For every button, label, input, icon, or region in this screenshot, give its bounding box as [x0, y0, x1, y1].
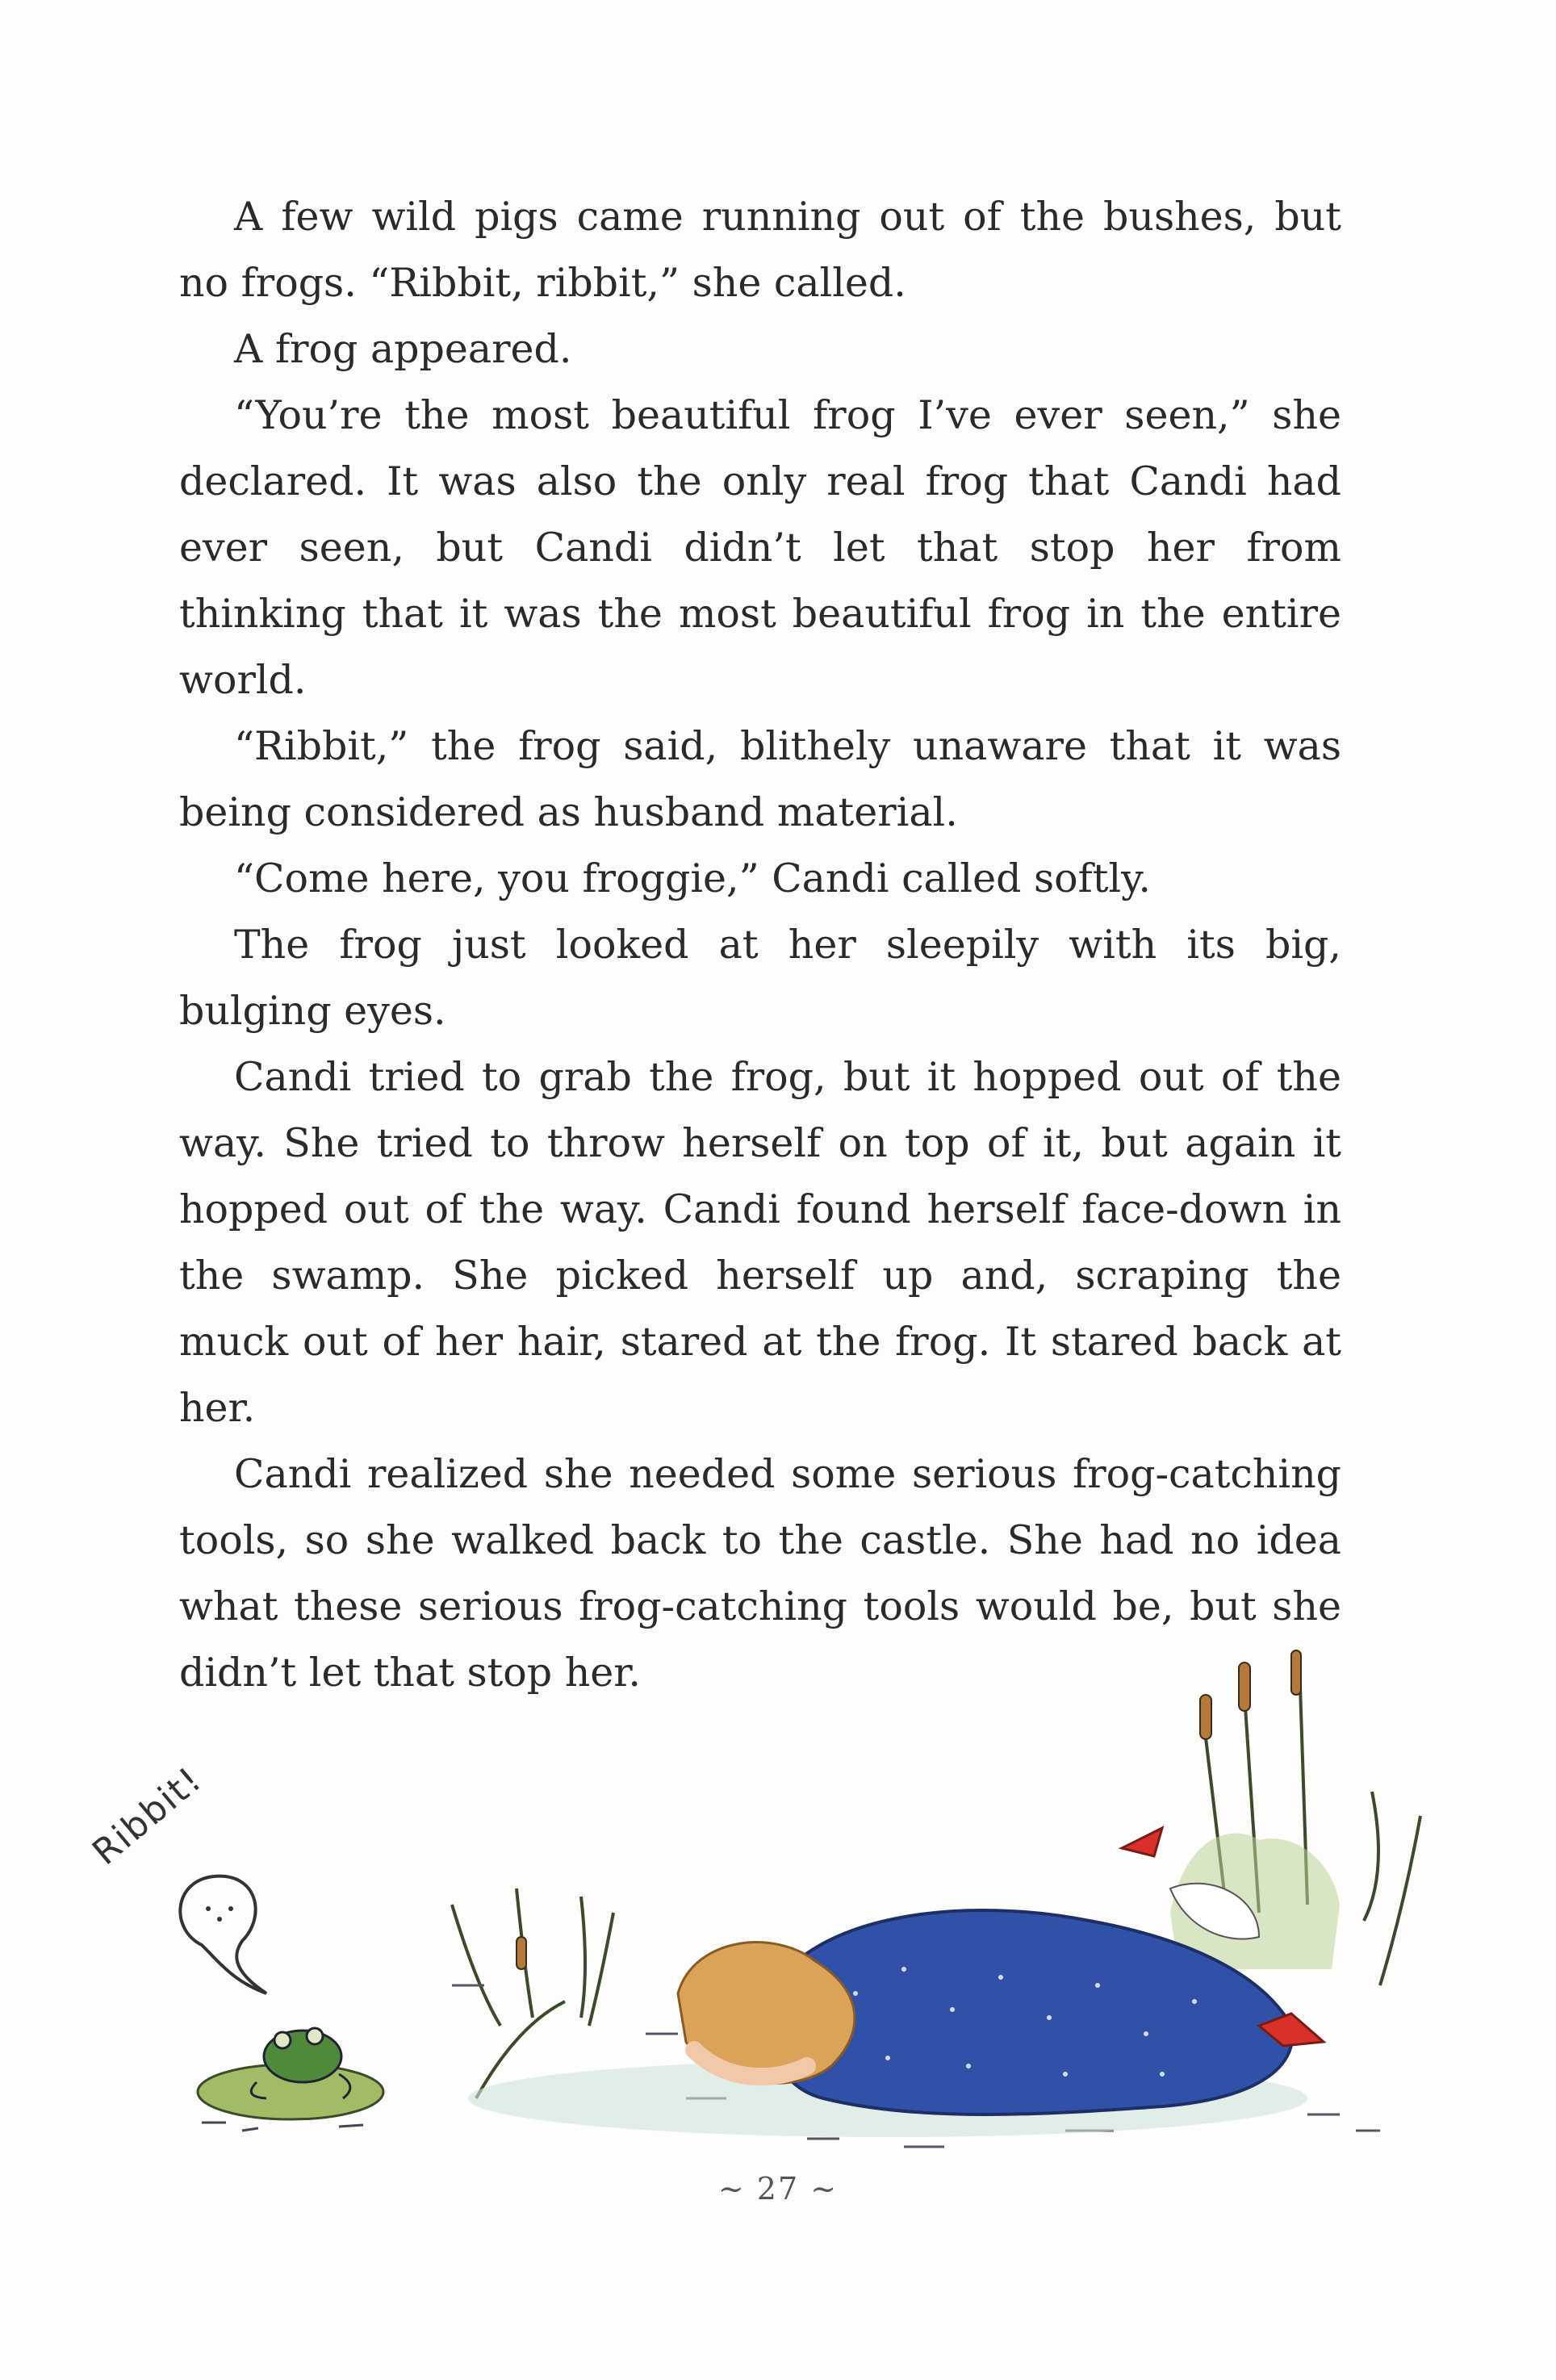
swamp-illustration [0, 1646, 1556, 2163]
paragraph: “Ribbit,” the frog said, blithely unaware that it was being considered as husband material. [179, 723, 1341, 835]
page-number: ~ 27 ~ [717, 2171, 839, 2206]
paragraph: A few wild pigs came running out of the bushes, but no frogs. “Ribbit, ribbit,” she called. [179, 194, 1341, 306]
paragraph: “Come here, you froggie,” Candi called softly. [234, 855, 1151, 901]
paragraph: Candi tried to grab the frog, but it hopped out of the way. She tried to throw herself on top of it, but again it hopped out of the way. Candi found herself face-down in the swamp. She picked herself up and, scraping the muck out of her hair, stared at the frog. It stared back at her. [179, 1054, 1341, 1431]
frog-on-lilypad [198, 2028, 383, 2131]
speech-bubble-text: Ribbit! [85, 1759, 211, 1873]
paragraph: A frog appeared. [234, 326, 572, 372]
speech-bubble [180, 1876, 266, 1993]
paragraph: Candi realized she needed some serious frog-catching tools, so she walked back to the castle. She had no idea what these serious frog-catching tools would be, but she didn’t let that stop her. [179, 1451, 1341, 1696]
red-shoe [1122, 1828, 1162, 1856]
story-text [179, 184, 1341, 1706]
paragraph: The frog just looked at her sleepily with its big, bulging eyes. [179, 922, 1341, 1034]
frog-eye [274, 2032, 291, 2048]
paragraph: “You’re the most beautiful frog I’ve ever seen,” she declared. It was also the only real frog that Candi had ever seen, but Candi didn’t let that stop her from thinking that it was the most beautiful frog in the entire world. [179, 392, 1341, 703]
